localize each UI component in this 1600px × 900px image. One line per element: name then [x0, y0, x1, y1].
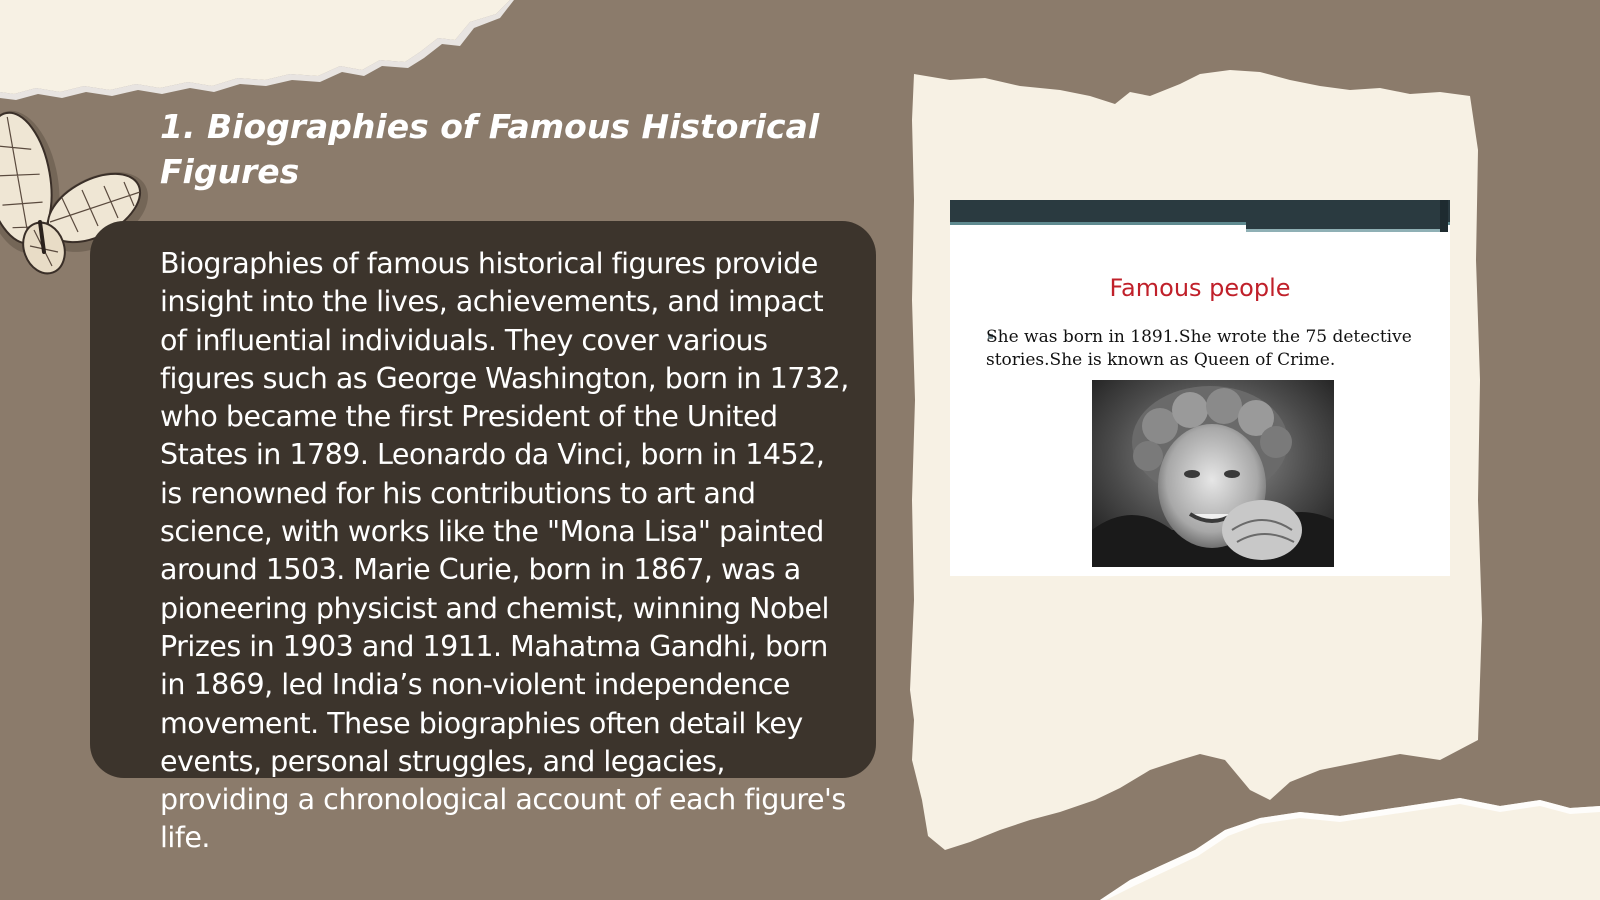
slide-header-bar [950, 200, 1450, 222]
slide-title: 1. Biographies of Famous Historical Figures [160, 107, 820, 191]
slide-header-end [1440, 200, 1448, 232]
embedded-slide-bullet: She was born in 1891.She wrote the 75 detective stories.She is known as Queen of Crime. [986, 327, 1412, 370]
embedded-slide-image [950, 200, 1450, 576]
slide-header-accent-line [1246, 229, 1444, 232]
embedded-slide-title: Famous people [1109, 274, 1291, 302]
portrait-photo [1092, 380, 1334, 567]
body-text: Biographies of famous historical figures provide insight into the lives, achievements, and impact of influential individuals. They cover various figures such as George Washington, born in 1732, who became the first President of the United States in 1789. Leonardo da Vinci, born in 1452, is renowned for his contributions to art and science, with works like the "Mona Lisa" painted around 1503. Marie Curie, born in 1867, was a pioneering physicist and chemist, winning Nobel Prizes in 1903 and 1911. Mahatma Gandhi, born in 1869, led India’s non-violent independence movement. These biographies often detail key events, personal struggles, and legacies, providing a chronological account of each figure's life. [160, 247, 849, 855]
